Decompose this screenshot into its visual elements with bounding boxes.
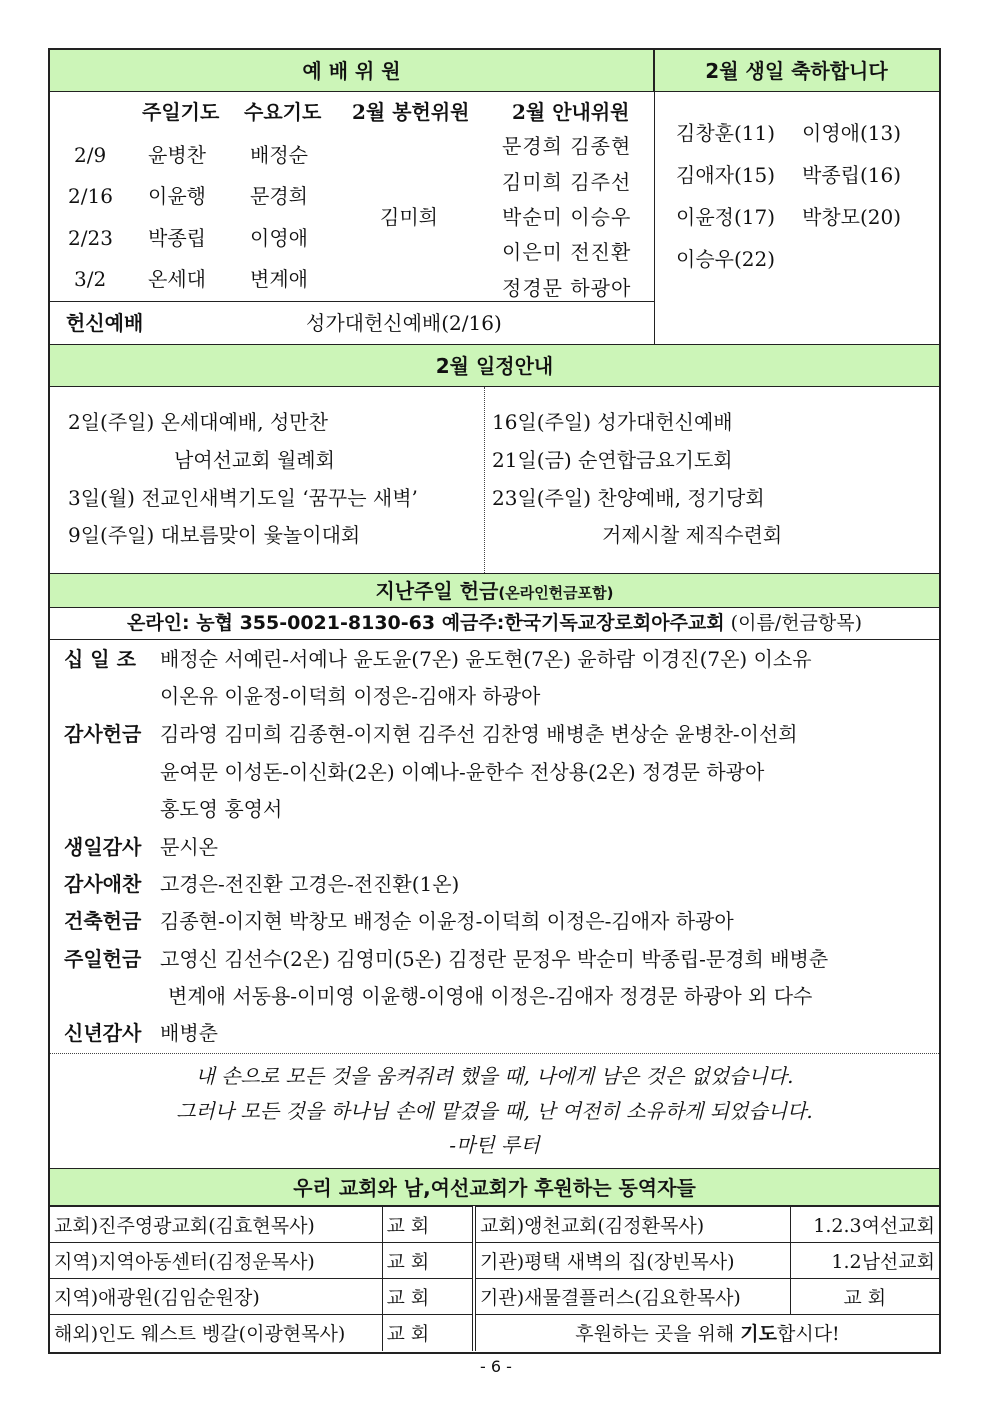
dedication-label: 헌신예배 [66, 311, 144, 335]
schedule-item: 남여선교회 월례회 [174, 448, 335, 472]
usher-pair: 박순미 이승우 [502, 205, 632, 229]
prayer-text: 후원하는 곳을 위해 [575, 1323, 735, 1346]
col-header-ushers: 2월 안내위원 [512, 100, 630, 124]
birthday-title: 2월 생일 축하합니다 [705, 59, 888, 83]
worship-committee-header [50, 50, 654, 92]
thanks-label: 감사헌금 [64, 722, 142, 746]
worship-committee-title: 예 배 위 원 [302, 59, 401, 83]
prayer-emphasis: 기도 [740, 1323, 777, 1346]
support-recipient: 해외)인도 웨스트 벵갈(이광현목사) [50, 1315, 382, 1351]
bulletin-page [48, 48, 941, 1354]
quote-line: 그러나 모든 것을 하나님 손에 맡겼을 때, 난 여전히 소유하게 되었습니다. [176, 1099, 813, 1123]
birthday-thanks-label: 생일감사 [64, 835, 142, 859]
schedule-item: 거제시찰 제직수련회 [602, 523, 783, 547]
sunday-offering-row [64, 947, 828, 971]
sunday-offering-names: 고영신 김선수(2온) 김영미(5온) 김정란 문정우 박순미 박종립-문경희 배병춘 [160, 947, 829, 971]
support-sponsor: 교 회 [382, 1279, 474, 1315]
col-header-wednesday-prayer: 수요기도 [244, 100, 322, 124]
schedule-item: 21일(금) 순연합금요기도회 [492, 448, 733, 472]
offering-title: 지난주일 헌금 [375, 579, 499, 603]
quote-line: 내 손으로 모든 것을 움켜쥐려 했을 때, 나에게 남은 것은 없었습니다. [195, 1064, 794, 1088]
offering-title-sub: (온라인헌금포함) [498, 584, 614, 602]
support-recipient: 교회)앵천교회(김정환목사) [474, 1207, 790, 1243]
tithe-row-cont [160, 684, 540, 708]
building-row [64, 909, 734, 933]
support-header [50, 1168, 939, 1206]
prayer-date: 2/9 [74, 143, 107, 167]
sunday-prayer-name: 윤병찬 [148, 143, 206, 167]
choir-thanks-label: 감사애찬 [64, 872, 142, 896]
usher-pair: 이은미 전진환 [502, 240, 632, 264]
schedule-item: 3일(월) 전교인새벽기도일 ‘꿈꾸는 새벽’ [68, 486, 418, 510]
online-account-note: (이름/헌금항목) [730, 612, 863, 634]
sunday-offering-label: 주일헌금 [64, 947, 142, 971]
offering-header [50, 573, 939, 608]
worship-divider [50, 301, 654, 302]
col-header-offering: 2월 봉헌위원 [352, 100, 470, 124]
thanks-row-cont [160, 797, 282, 821]
birthday-thanks-names: 문시온 [160, 835, 218, 859]
newyear-names: 배병춘 [160, 1021, 218, 1045]
schedule-divider [484, 387, 485, 573]
usher-pair: 정경문 하광아 [502, 276, 632, 300]
newyear-label: 신년감사 [64, 1021, 142, 1045]
newyear-row [64, 1021, 218, 1045]
support-row [50, 1207, 939, 1243]
wednesday-prayer-name: 변계애 [250, 267, 308, 291]
birthday-name: 박창모(20) [802, 205, 902, 229]
support-sponsor: 1.2남선교회 [790, 1243, 939, 1279]
tithe-label: 십 일 조 [64, 647, 136, 671]
sunday-prayer-name: 박종립 [148, 226, 206, 250]
schedule-item: 2일(주일) 온세대예배, 성만찬 [68, 410, 328, 434]
support-recipient: 지역)애광원(김임순원장) [50, 1279, 382, 1315]
usher-pair: 문경희 김종현 [502, 134, 632, 158]
prayer-text: 합시다! [776, 1323, 840, 1346]
schedule-header [50, 344, 939, 387]
thanks-names: 윤여문 이성돈-이신화(2온) 이예나-윤한수 전상용(2온) 정경문 하광아 [160, 760, 765, 784]
choir-thanks-names: 고경은-전진환 고경은-전진환(1온) [160, 872, 460, 896]
tithe-row [64, 647, 812, 671]
tithe-names: 배정순 서예린-서예나 윤도윤(7온) 윤도현(7온) 윤하람 이경진(7온) 이소유 [160, 647, 812, 671]
prayer-request [474, 1315, 939, 1351]
thanks-names: 김라영 김미희 김종현-이지현 김주선 김찬영 배병춘 변상순 윤병찬-이선희 [160, 722, 798, 746]
quote-divider [50, 1053, 939, 1054]
support-row [50, 1279, 939, 1315]
support-recipient: 교회)진주영광교회(김효현목사) [50, 1207, 382, 1243]
online-account-row [50, 608, 939, 640]
birthday-name: 김창훈(11) [676, 121, 776, 145]
prayer-date: 2/23 [68, 226, 113, 250]
page-number: - 6 - [480, 1357, 512, 1376]
offering-committee-name: 김미희 [380, 205, 438, 229]
schedule-item: 16일(주일) 성가대헌신예배 [492, 410, 733, 434]
wednesday-prayer-name: 이영애 [250, 226, 308, 250]
online-account: 온라인: 농협 355-0021-8130-63 예금주:한국기독교장로회아주교회 [126, 612, 725, 634]
support-row [50, 1243, 939, 1279]
birthday-name: 김애자(15) [676, 163, 776, 187]
sunday-prayer-name: 온세대 [148, 267, 206, 291]
support-recipient: 기관)새물결플러스(김요한목사) [474, 1279, 790, 1315]
support-sponsor: 교 회 [382, 1243, 474, 1279]
prayer-date: 3/2 [74, 267, 107, 291]
support-title: 우리 교회와 남,여선교회가 후원하는 동역자들 [293, 1176, 696, 1200]
birthday-name: 이영애(13) [802, 121, 902, 145]
tithe-names: 이온유 이윤정-이덕희 이정은-김애자 하광아 [160, 684, 541, 708]
dedication-value: 성가대헌신예배(2/16) [306, 311, 502, 335]
choir-thanks-row [64, 872, 459, 896]
sunday-prayer-name: 이윤행 [148, 184, 206, 208]
support-recipient: 기관)평택 새벽의 집(장빈목사) [474, 1243, 790, 1279]
birthday-name: 박종립(16) [802, 163, 902, 187]
building-names: 김종현-이지현 박창모 배정순 이윤정-이덕희 이정은-김애자 하광아 [160, 909, 734, 933]
birthday-thanks-row [64, 835, 218, 859]
wednesday-prayer-name: 문경희 [250, 184, 308, 208]
birthday-divider [654, 50, 655, 344]
birthday-name: 이승우(22) [676, 247, 776, 271]
prayer-date: 2/16 [68, 184, 113, 208]
birthday-name: 이윤정(17) [676, 205, 776, 229]
support-sponsor: 1.2.3여선교회 [790, 1207, 939, 1243]
schedule-item: 9일(주일) 대보름맞이 윷놀이대회 [68, 523, 361, 547]
thanks-names: 홍도영 홍영서 [160, 797, 283, 821]
support-sponsor: 교 회 [382, 1315, 474, 1351]
support-recipient: 지역)지역아동센터(김정운목사) [50, 1243, 382, 1279]
thanks-row [64, 722, 798, 746]
support-table [50, 1206, 939, 1351]
sunday-offering-row-cont [168, 984, 812, 1008]
support-sponsor: 교 회 [790, 1279, 939, 1315]
thanks-row-cont [160, 760, 764, 784]
usher-pair: 김미희 김주선 [502, 170, 632, 194]
support-row [50, 1315, 939, 1351]
col-header-sunday-prayer: 주일기도 [142, 100, 220, 124]
schedule-title: 2월 일정안내 [435, 354, 554, 378]
wednesday-prayer-name: 배정순 [250, 143, 308, 167]
building-label: 건축헌금 [64, 909, 142, 933]
birthday-header [654, 50, 939, 92]
schedule-item: 23일(주일) 찬양예배, 정기당회 [492, 486, 765, 510]
sunday-offering-names: 변계애 서동용-이미영 이윤행-이영애 이정은-김애자 정경문 하광아 외 다수 [168, 984, 813, 1008]
support-sponsor: 교 회 [382, 1207, 474, 1243]
quote-author: -마틴 루터 [449, 1133, 540, 1157]
